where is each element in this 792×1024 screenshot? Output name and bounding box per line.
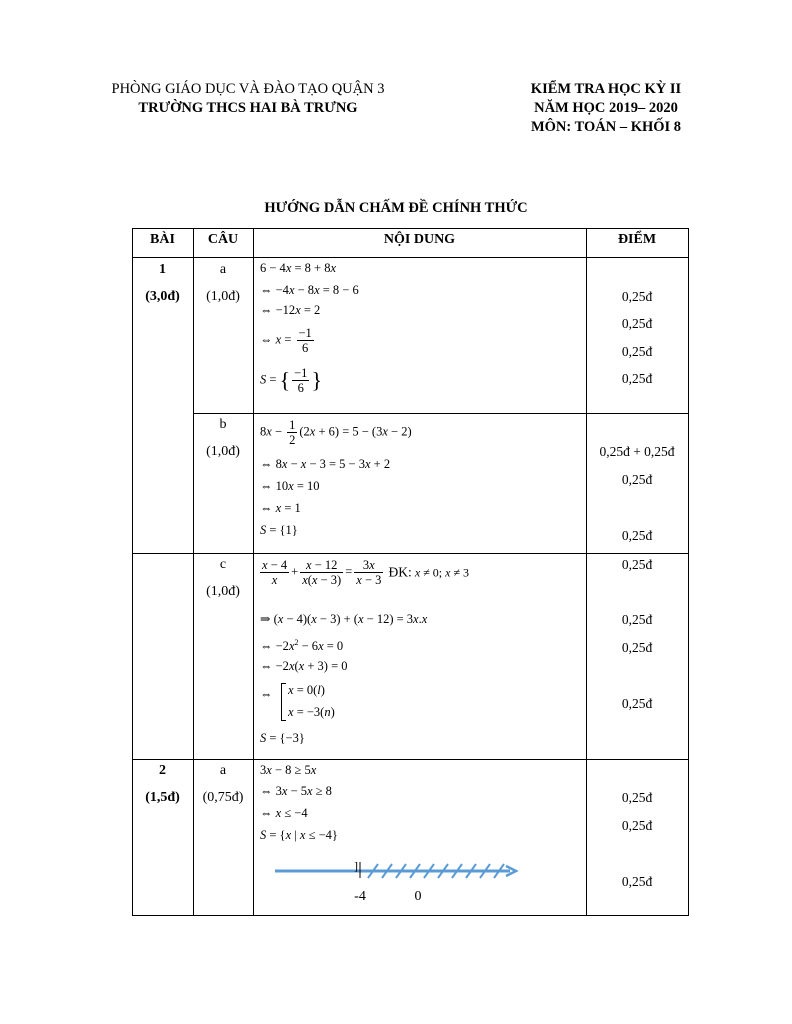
bai-1-points: (3,0đ) (145, 289, 180, 304)
cau-1c-points: (1,0đ) (206, 584, 240, 599)
score-1b-3: 0,25đ (621, 528, 653, 543)
cau-2a-label: a (219, 763, 227, 778)
score-1a-1: 0,25đ (621, 289, 653, 304)
header-noi-dung: NỘI DUNG (383, 232, 456, 247)
dk-label: ĐK: (388, 564, 412, 580)
number-line-tick-zero: 0 (414, 889, 422, 904)
score-2a-2: 0,25đ (621, 818, 653, 833)
header-diem: ĐIỂM (617, 232, 657, 247)
document-title: HƯỚNG DẪN CHẤM ĐỀ CHÍNH THỨC (264, 200, 528, 216)
bai-1-number: 1 (159, 262, 166, 277)
score-1b-2: 0,25đ (621, 472, 653, 487)
score-1a-4: 0,25đ (621, 371, 653, 386)
score-1c-4: 0,25đ (621, 696, 653, 711)
school-name: TRƯỜNG THCS HAI BÀ TRƯNG (138, 100, 358, 116)
header-bai: BÀI (150, 232, 175, 247)
header-left (88, 80, 408, 118)
score-2a-3: 0,25đ (621, 874, 653, 889)
exam-name: KIỂM TRA HỌC KỲ II (530, 81, 682, 97)
header-cau: CÂU (207, 232, 239, 247)
header-right (500, 80, 712, 137)
bai-2-number: 2 (159, 763, 166, 778)
subject: MÔN: TOÁN – KHỐI 8 (530, 119, 682, 135)
score-1a-2: 0,25đ (621, 316, 653, 331)
department-name: PHÒNG GIÁO DỤC VÀ ĐÀO TẠO QUẬN 3 (111, 81, 385, 97)
score-1b-1: 0,25đ + 0,25đ (599, 444, 675, 459)
score-2a-1: 0,25đ (621, 790, 653, 805)
number-line-tick-minus4: -4 (354, 889, 366, 904)
score-1a-3: 0,25đ (621, 344, 653, 359)
score-1c-3: 0,25đ (621, 640, 653, 655)
bai-2-points: (1,5đ) (145, 790, 180, 805)
school-year: NĂM HỌC 2019– 2020 (534, 100, 678, 116)
cau-1c-label: c (219, 557, 227, 572)
cau-1a-label: a (219, 262, 227, 277)
cau-1b-points: (1,0đ) (206, 444, 240, 459)
svg-text:]: ] (354, 859, 358, 873)
cau-1a-points: (1,0đ) (206, 289, 240, 304)
score-1c-1: 0,25đ (621, 557, 653, 572)
cau-1b-label: b (219, 417, 227, 432)
score-1c-2: 0,25đ (621, 612, 653, 627)
cau-2a-points: (0,75đ) (202, 790, 244, 805)
number-line (270, 858, 530, 888)
